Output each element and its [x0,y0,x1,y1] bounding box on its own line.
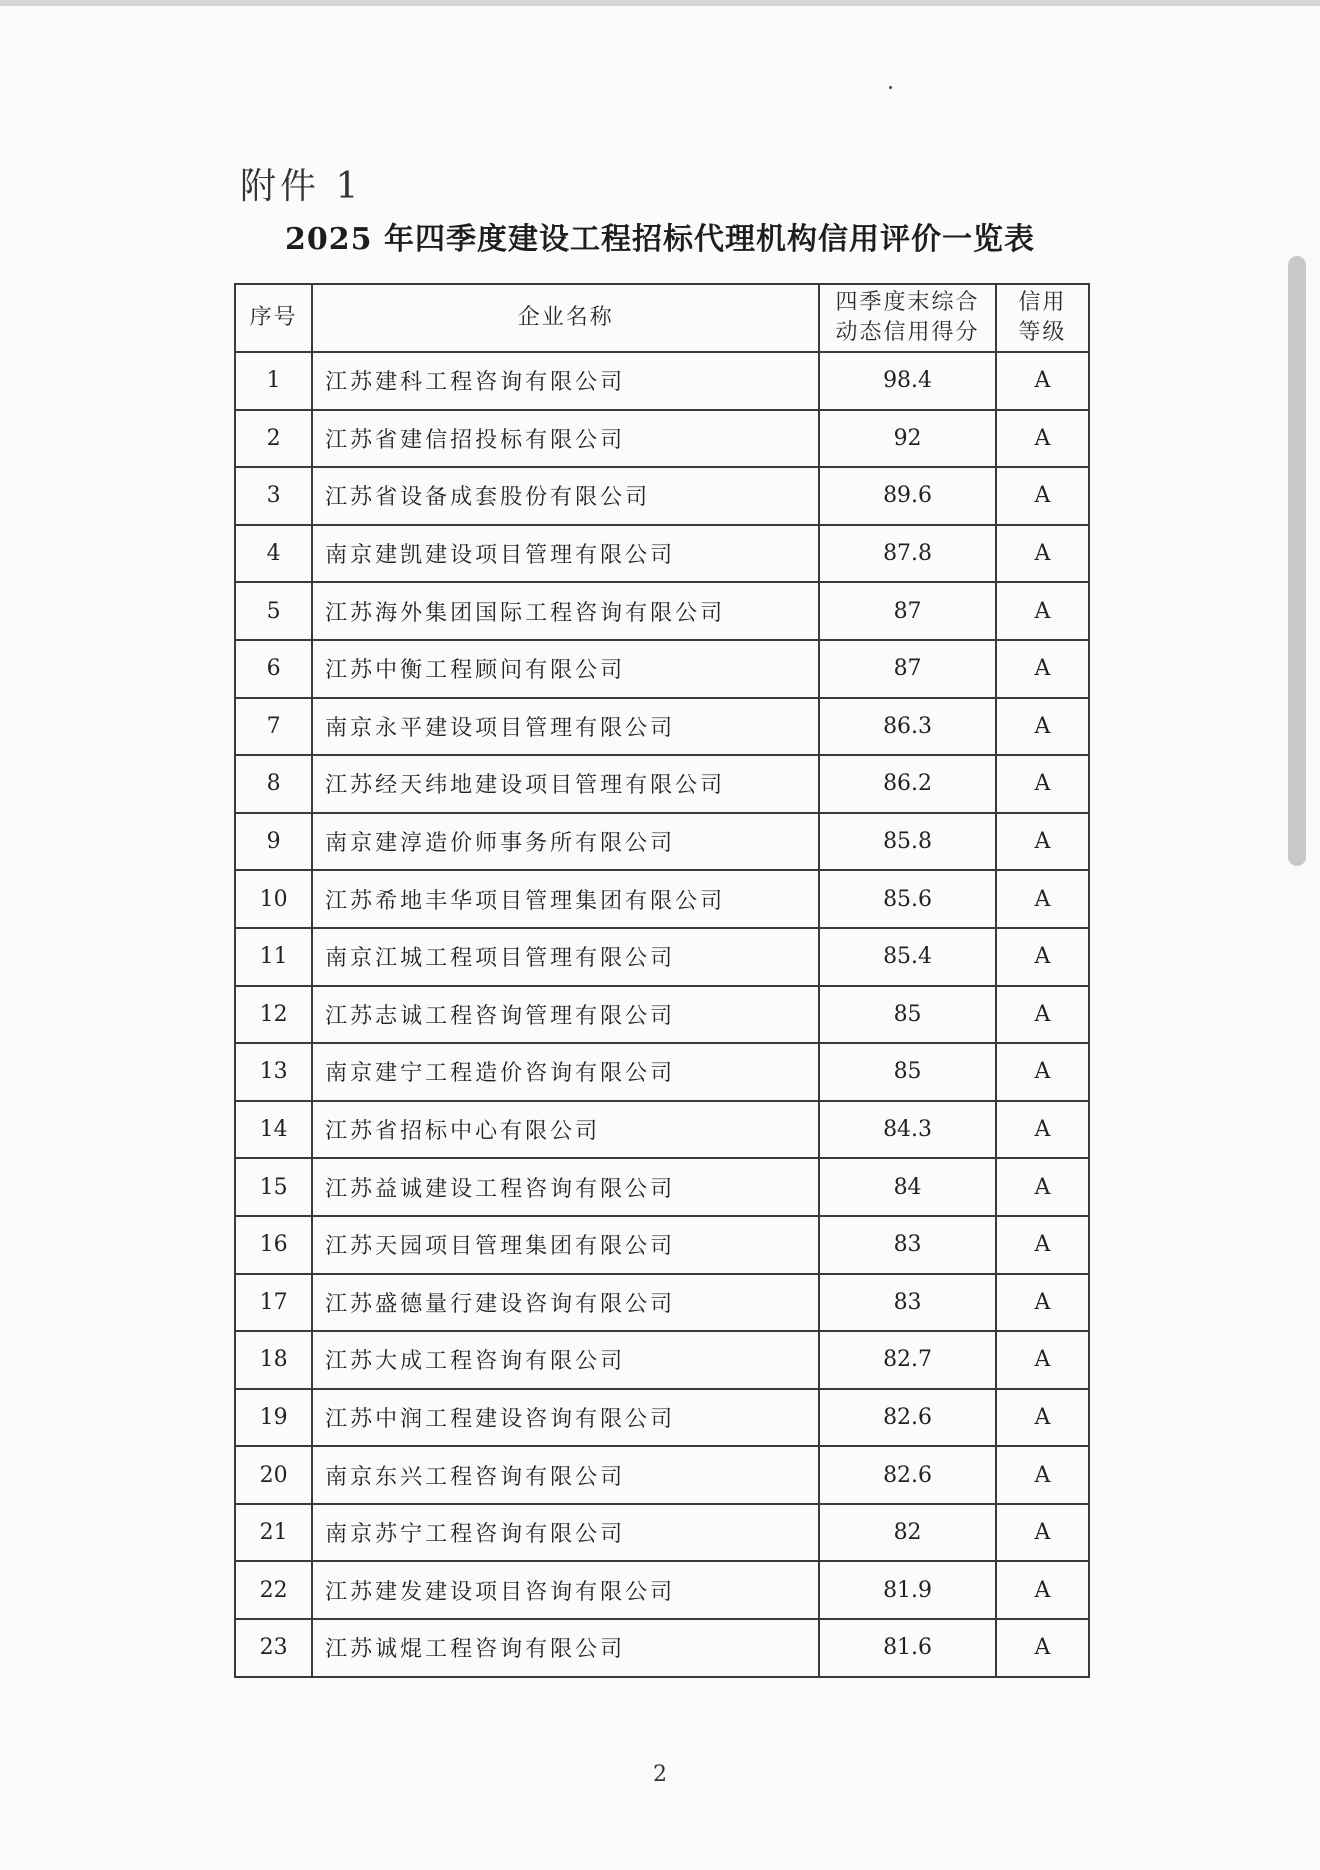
row-credit-grade: A [996,986,1089,1044]
table-row [235,1331,1089,1389]
row-credit-score: 84 [819,1158,995,1216]
row-serial-number: 3 [235,467,312,525]
row-serial-number: 22 [235,1561,312,1619]
row-serial-number: 11 [235,928,312,986]
row-credit-score: 82 [819,1504,995,1562]
row-company-name: 南京永平建设项目管理有限公司 [312,698,819,756]
header-credit-grade [996,284,1089,352]
row-credit-grade: A [996,352,1089,410]
row-credit-score: 82.6 [819,1446,995,1504]
row-credit-score: 82.7 [819,1331,995,1389]
row-company-name: 江苏益诚建设工程咨询有限公司 [312,1158,819,1216]
row-credit-score: 83 [819,1216,995,1274]
table-row [235,1101,1089,1159]
row-credit-score: 81.9 [819,1561,995,1619]
row-credit-grade: A [996,870,1089,928]
attachment-label: 附件 1 [240,166,363,207]
row-serial-number: 21 [235,1504,312,1562]
row-credit-score: 85.4 [819,928,995,986]
row-credit-score: 86.2 [819,755,995,813]
page-number: 2 [653,1762,667,1787]
table-row [235,410,1089,468]
row-company-name: 江苏中润工程建设咨询有限公司 [312,1389,819,1447]
credit-rating-table [234,283,1090,1678]
row-company-name: 江苏诚焜工程咨询有限公司 [312,1619,819,1677]
row-credit-score: 87 [819,582,995,640]
row-credit-grade: A [996,698,1089,756]
page-title: 2025 年四季度建设工程招标代理机构信用评价一览表 [285,222,1035,257]
table-row [235,813,1089,871]
table-row [235,1274,1089,1332]
header-credit-score-line1: 四季度末综合 [835,290,980,315]
row-credit-grade: A [996,1274,1089,1332]
row-company-name: 南京建淳造价师事务所有限公司 [312,813,819,871]
header-credit-grade-line2: 等级 [1018,320,1067,345]
table-row [235,1504,1089,1562]
table-row [235,525,1089,583]
row-serial-number: 7 [235,698,312,756]
row-company-name: 江苏中衡工程顾问有限公司 [312,640,819,698]
row-company-name: 南京苏宁工程咨询有限公司 [312,1504,819,1562]
row-company-name: 江苏经天纬地建设项目管理有限公司 [312,755,819,813]
row-company-name: 江苏大成工程咨询有限公司 [312,1331,819,1389]
row-company-name: 南京建凯建设项目管理有限公司 [312,525,819,583]
table-row [235,698,1089,756]
table-row [235,1389,1089,1447]
table-row [235,755,1089,813]
row-serial-number: 19 [235,1389,312,1447]
row-company-name: 江苏志诚工程咨询管理有限公司 [312,986,819,1044]
row-serial-number: 12 [235,986,312,1044]
row-serial-number: 17 [235,1274,312,1332]
row-credit-score: 85 [819,1043,995,1101]
row-serial-number: 14 [235,1101,312,1159]
row-credit-score: 82.6 [819,1389,995,1447]
table-row [235,467,1089,525]
row-credit-score: 98.4 [819,352,995,410]
row-credit-grade: A [996,1043,1089,1101]
row-credit-grade: A [996,1619,1089,1677]
row-serial-number: 5 [235,582,312,640]
row-credit-score: 87 [819,640,995,698]
row-credit-score: 92 [819,410,995,468]
table-row [235,582,1089,640]
table-row [235,870,1089,928]
header-credit-grade-line1: 信用 [1018,290,1067,315]
row-serial-number: 13 [235,1043,312,1101]
table-row [235,1043,1089,1101]
table-row [235,640,1089,698]
row-credit-score: 85 [819,986,995,1044]
row-credit-score: 84.3 [819,1101,995,1159]
row-company-name: 江苏海外集团国际工程咨询有限公司 [312,582,819,640]
scan-speck [889,86,892,89]
row-company-name: 南京江城工程项目管理有限公司 [312,928,819,986]
row-company-name: 江苏建科工程咨询有限公司 [312,352,819,410]
row-credit-grade: A [996,928,1089,986]
row-serial-number: 18 [235,1331,312,1389]
row-serial-number: 15 [235,1158,312,1216]
row-serial-number: 23 [235,1619,312,1677]
row-credit-score: 85.6 [819,870,995,928]
table-row [235,928,1089,986]
row-company-name: 南京建宁工程造价咨询有限公司 [312,1043,819,1101]
row-credit-grade: A [996,1101,1089,1159]
row-credit-score: 85.8 [819,813,995,871]
row-credit-grade: A [996,525,1089,583]
row-serial-number: 2 [235,410,312,468]
row-credit-score: 89.6 [819,467,995,525]
row-credit-grade: A [996,1331,1089,1389]
row-serial-number: 1 [235,352,312,410]
row-company-name: 江苏省招标中心有限公司 [312,1101,819,1159]
row-credit-grade: A [996,1158,1089,1216]
row-credit-grade: A [996,467,1089,525]
row-company-name: 江苏省设备成套股份有限公司 [312,467,819,525]
row-credit-grade: A [996,1389,1089,1447]
table-row [235,986,1089,1044]
header-company-name: 企业名称 [312,284,819,352]
row-serial-number: 6 [235,640,312,698]
row-company-name: 南京东兴工程咨询有限公司 [312,1446,819,1504]
document-page [0,6,1320,1870]
row-credit-grade: A [996,410,1089,468]
table-row [235,1158,1089,1216]
row-credit-grade: A [996,1216,1089,1274]
row-credit-grade: A [996,813,1089,871]
row-serial-number: 20 [235,1446,312,1504]
table-header-row [235,284,1089,352]
row-company-name: 江苏盛德量行建设咨询有限公司 [312,1274,819,1332]
row-credit-score: 86.3 [819,698,995,756]
row-credit-grade: A [996,755,1089,813]
table-row [235,352,1089,410]
row-serial-number: 10 [235,870,312,928]
header-credit-score [819,284,995,352]
row-credit-grade: A [996,582,1089,640]
row-company-name: 江苏建发建设项目咨询有限公司 [312,1561,819,1619]
header-serial-number: 序号 [235,284,312,352]
table-row [235,1446,1089,1504]
row-credit-score: 87.8 [819,525,995,583]
row-credit-score: 83 [819,1274,995,1332]
row-company-name: 江苏希地丰华项目管理集团有限公司 [312,870,819,928]
header-credit-score-line2: 动态信用得分 [835,320,980,345]
row-credit-score: 81.6 [819,1619,995,1677]
row-credit-grade: A [996,1446,1089,1504]
row-serial-number: 4 [235,525,312,583]
row-credit-grade: A [996,1561,1089,1619]
table-row [235,1619,1089,1677]
row-credit-grade: A [996,640,1089,698]
vertical-scrollbar[interactable] [1288,256,1306,866]
row-company-name: 江苏省建信招投标有限公司 [312,410,819,468]
table-row [235,1561,1089,1619]
row-serial-number: 8 [235,755,312,813]
row-company-name: 江苏天园项目管理集团有限公司 [312,1216,819,1274]
row-serial-number: 9 [235,813,312,871]
table-row [235,1216,1089,1274]
row-serial-number: 16 [235,1216,312,1274]
row-credit-grade: A [996,1504,1089,1562]
